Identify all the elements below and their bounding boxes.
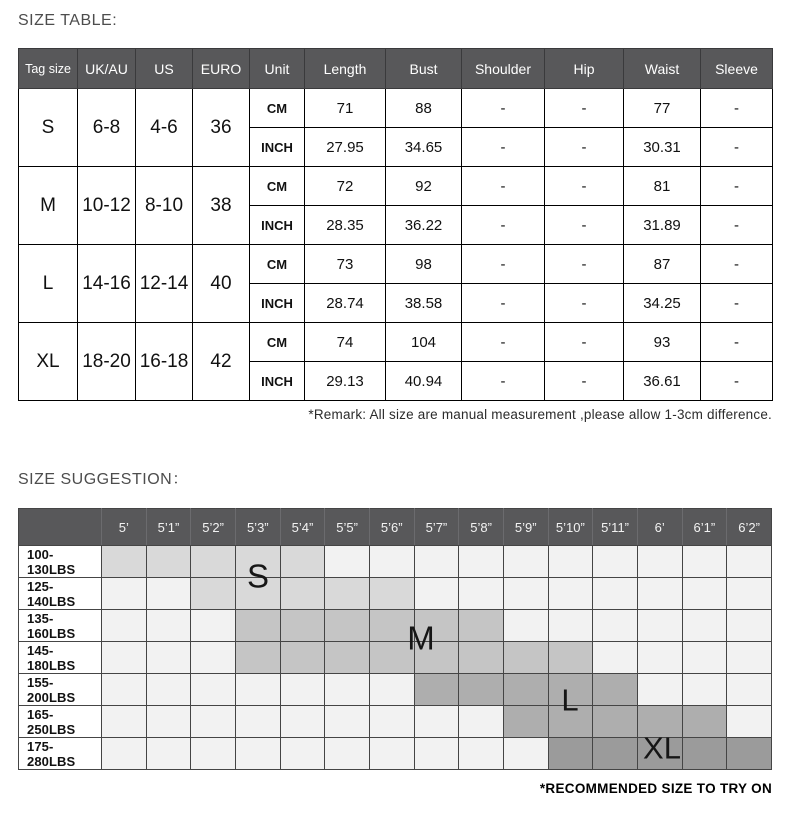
grid-cell	[235, 578, 280, 610]
length-cell: 72	[305, 167, 386, 206]
grid-cell	[548, 674, 593, 706]
weight-label: 145-180LBS	[19, 642, 102, 674]
size-suggestion-footnote: *RECOMMENDED SIZE TO TRY ON	[539, 781, 772, 796]
grid-cell	[682, 546, 727, 578]
bust-cell: 88	[386, 89, 462, 128]
grid-cell	[369, 546, 414, 578]
grid-cell	[637, 610, 682, 642]
grid-cell	[593, 706, 638, 738]
size-group-l	[19, 245, 773, 323]
grid-cell	[102, 706, 147, 738]
grid-cell	[503, 738, 548, 770]
grid-cell	[191, 546, 236, 578]
grid-cell	[102, 642, 147, 674]
grid-cell	[414, 610, 459, 642]
grid-cell	[727, 578, 772, 610]
weight-row	[19, 674, 772, 706]
shoulder-cell: -	[462, 362, 545, 401]
height-header: 5’3”	[235, 509, 280, 546]
grid-cell	[548, 738, 593, 770]
grid-cell	[414, 546, 459, 578]
grid-cell	[191, 706, 236, 738]
weight-row	[19, 578, 772, 610]
size-table	[18, 48, 773, 401]
grid-cell	[503, 674, 548, 706]
shoulder-cell: -	[462, 128, 545, 167]
grid-cell	[102, 674, 147, 706]
grid-cell	[414, 706, 459, 738]
hip-cell: -	[545, 128, 624, 167]
grid-cell	[414, 674, 459, 706]
grid-cell	[548, 610, 593, 642]
grid-cell	[637, 642, 682, 674]
grid-cell	[459, 674, 504, 706]
grid-cell	[325, 610, 370, 642]
weight-row	[19, 610, 772, 642]
height-header: 5’1”	[146, 509, 191, 546]
grid-cell	[280, 610, 325, 642]
us-cell: 12-14	[136, 245, 193, 323]
grid-cell	[146, 706, 191, 738]
weight-row	[19, 738, 772, 770]
waist-cell: 36.61	[624, 362, 701, 401]
euro-cell: 38	[193, 167, 250, 245]
grid-cell	[637, 674, 682, 706]
grid-cell	[593, 578, 638, 610]
grid-cell	[637, 738, 682, 770]
grid-cell	[325, 642, 370, 674]
sleeve-cell: -	[701, 362, 773, 401]
waist-cell: 34.25	[624, 284, 701, 323]
euro-cell: 36	[193, 89, 250, 167]
grid-cell	[459, 642, 504, 674]
grid-cell	[593, 642, 638, 674]
grid-cell	[727, 610, 772, 642]
grid-cell	[280, 738, 325, 770]
height-header: 5’7”	[414, 509, 459, 546]
grid-cell	[593, 738, 638, 770]
column-header-ukau: UK/AU	[78, 49, 136, 89]
grid-cell	[548, 578, 593, 610]
grid-cell	[280, 642, 325, 674]
grid-cell	[235, 738, 280, 770]
grid-cell	[369, 610, 414, 642]
us-cell: 4-6	[136, 89, 193, 167]
length-cell: 73	[305, 245, 386, 284]
size-suggestion-title: SIZE SUGGESTION：	[18, 471, 189, 488]
grid-cell	[459, 706, 504, 738]
corner-cell	[19, 509, 102, 546]
column-header-euro: EURO	[193, 49, 250, 89]
shoulder-cell: -	[462, 206, 545, 245]
grid-cell	[727, 706, 772, 738]
height-header: 6’2”	[727, 509, 772, 546]
unit-cell: CM	[250, 89, 305, 128]
shoulder-cell: -	[462, 167, 545, 206]
sleeve-cell: -	[701, 167, 773, 206]
column-header-shoulder: Shoulder	[462, 49, 545, 89]
grid-cell	[682, 610, 727, 642]
waist-cell: 31.89	[624, 206, 701, 245]
table-row	[19, 167, 773, 206]
unit-cell: INCH	[250, 128, 305, 167]
grid-cell	[146, 674, 191, 706]
size-band-label-s: S	[246, 557, 270, 595]
euro-cell: 40	[193, 245, 250, 323]
waist-cell: 81	[624, 167, 701, 206]
grid-cell	[369, 706, 414, 738]
weight-label: 175-280LBS	[19, 738, 102, 770]
grid-cell	[235, 674, 280, 706]
grid-cell	[637, 706, 682, 738]
ukau-cell: 14-16	[78, 245, 136, 323]
size-band-label-xl: XL	[643, 730, 681, 766]
grid-cell	[682, 578, 727, 610]
grid-cell	[102, 610, 147, 642]
unit-cell: INCH	[250, 284, 305, 323]
length-cell: 28.74	[305, 284, 386, 323]
shoulder-cell: -	[462, 245, 545, 284]
hip-cell: -	[545, 323, 624, 362]
unit-cell: INCH	[250, 362, 305, 401]
ukau-cell: 6-8	[78, 89, 136, 167]
grid-cell	[191, 610, 236, 642]
grid-cell	[146, 546, 191, 578]
grid-cell	[503, 642, 548, 674]
waist-cell: 87	[624, 245, 701, 284]
grid-cell	[682, 706, 727, 738]
sleeve-cell: -	[701, 89, 773, 128]
length-cell: 28.35	[305, 206, 386, 245]
size-group-xl	[19, 323, 773, 401]
shoulder-cell: -	[462, 284, 545, 323]
size-band-label-l: L	[561, 682, 579, 718]
grid-cell	[459, 738, 504, 770]
weight-label: 155-200LBS	[19, 674, 102, 706]
grid-cell	[102, 546, 147, 578]
us-cell: 8-10	[136, 167, 193, 245]
ukau-cell: 18-20	[78, 323, 136, 401]
grid-cell	[414, 642, 459, 674]
grid-cell	[369, 642, 414, 674]
tag-size-cell: XL	[19, 323, 78, 401]
sleeve-cell: -	[701, 128, 773, 167]
us-cell: 16-18	[136, 323, 193, 401]
length-cell: 71	[305, 89, 386, 128]
shoulder-cell: -	[462, 323, 545, 362]
table-row	[19, 323, 773, 362]
shoulder-cell: -	[462, 89, 545, 128]
size-table-title: SIZE TABLE:	[18, 12, 118, 29]
waist-cell: 77	[624, 89, 701, 128]
grid-cell	[280, 706, 325, 738]
grid-cell	[235, 610, 280, 642]
weight-label: 135-160LBS	[19, 610, 102, 642]
bust-cell: 104	[386, 323, 462, 362]
size-group-m	[19, 167, 773, 245]
grid-cell	[548, 546, 593, 578]
grid-cell	[727, 642, 772, 674]
grid-cell	[325, 546, 370, 578]
height-header-row	[19, 509, 772, 546]
height-header: 5’6”	[369, 509, 414, 546]
height-header: 5’11”	[593, 509, 638, 546]
grid-cell	[280, 674, 325, 706]
height-header: 5’4”	[280, 509, 325, 546]
unit-cell: CM	[250, 167, 305, 206]
bust-cell: 92	[386, 167, 462, 206]
length-cell: 29.13	[305, 362, 386, 401]
grid-cell	[459, 610, 504, 642]
sleeve-cell: -	[701, 284, 773, 323]
hip-cell: -	[545, 362, 624, 401]
grid-cell	[459, 578, 504, 610]
size-suggestion-table	[18, 508, 772, 770]
grid-cell	[325, 738, 370, 770]
unit-cell: CM	[250, 245, 305, 284]
grid-cell	[102, 738, 147, 770]
size-table-remark: *Remark: All size are manual measurement ,please allow 1-3cm difference.	[308, 407, 772, 422]
bust-cell: 36.22	[386, 206, 462, 245]
grid-cell	[369, 674, 414, 706]
tag-size-cell: M	[19, 167, 78, 245]
hip-cell: -	[545, 89, 624, 128]
grid-cell	[191, 738, 236, 770]
grid-cell	[146, 738, 191, 770]
sleeve-cell: -	[701, 323, 773, 362]
grid-cell	[593, 610, 638, 642]
weight-row	[19, 706, 772, 738]
grid-cell	[414, 738, 459, 770]
length-cell: 74	[305, 323, 386, 362]
grid-cell	[146, 610, 191, 642]
grid-cell	[235, 642, 280, 674]
grid-cell	[191, 578, 236, 610]
grid-cell	[727, 546, 772, 578]
grid-cell	[503, 610, 548, 642]
grid-cell	[235, 546, 280, 578]
table-row	[19, 245, 773, 284]
grid-cell	[280, 578, 325, 610]
grid-cell	[727, 738, 772, 770]
weight-row	[19, 546, 772, 578]
grid-cell	[637, 578, 682, 610]
grid-cell	[727, 674, 772, 706]
sleeve-cell: -	[701, 245, 773, 284]
weight-label: 125-140LBS	[19, 578, 102, 610]
column-header-length: Length	[305, 49, 386, 89]
grid-cell	[280, 546, 325, 578]
length-cell: 27.95	[305, 128, 386, 167]
unit-cell: INCH	[250, 206, 305, 245]
grid-cell	[459, 546, 504, 578]
hip-cell: -	[545, 167, 624, 206]
grid-cell	[325, 674, 370, 706]
tag-size-cell: S	[19, 89, 78, 167]
height-header: 5’10”	[548, 509, 593, 546]
grid-cell	[682, 674, 727, 706]
size-band-label-m: M	[407, 619, 435, 657]
grid-cell	[369, 578, 414, 610]
tag-size-cell: L	[19, 245, 78, 323]
bust-cell: 34.65	[386, 128, 462, 167]
grid-cell	[593, 546, 638, 578]
sleeve-cell: -	[701, 206, 773, 245]
column-header-hip: Hip	[545, 49, 624, 89]
column-header-unit: Unit	[250, 49, 305, 89]
weight-row	[19, 642, 772, 674]
grid-cell	[414, 578, 459, 610]
grid-cell	[369, 738, 414, 770]
height-header: 5’	[102, 509, 147, 546]
grid-cell	[146, 642, 191, 674]
height-header: 5’5”	[325, 509, 370, 546]
grid-cell	[637, 546, 682, 578]
grid-cell	[235, 706, 280, 738]
grid-cell	[682, 642, 727, 674]
weight-label: 165-250LBS	[19, 706, 102, 738]
grid-cell	[503, 706, 548, 738]
bust-cell: 40.94	[386, 362, 462, 401]
waist-cell: 30.31	[624, 128, 701, 167]
height-header: 5’9”	[503, 509, 548, 546]
hip-cell: -	[545, 284, 624, 323]
grid-cell	[503, 546, 548, 578]
column-header-sleeve: Sleeve	[701, 49, 773, 89]
weight-label: 100-130LBS	[19, 546, 102, 578]
grid-cell	[503, 578, 548, 610]
size-table-header-row	[19, 49, 773, 89]
ukau-cell: 10-12	[78, 167, 136, 245]
waist-cell: 93	[624, 323, 701, 362]
bust-cell: 98	[386, 245, 462, 284]
grid-cell	[548, 706, 593, 738]
height-header: 5’2”	[191, 509, 236, 546]
grid-cell	[146, 578, 191, 610]
table-row	[19, 89, 773, 128]
grid-cell	[325, 706, 370, 738]
column-header-waist: Waist	[624, 49, 701, 89]
grid-cell	[548, 642, 593, 674]
hip-cell: -	[545, 206, 624, 245]
bust-cell: 38.58	[386, 284, 462, 323]
grid-cell	[102, 578, 147, 610]
grid-cell	[682, 738, 727, 770]
hip-cell: -	[545, 245, 624, 284]
size-suggestion-grid	[18, 508, 772, 770]
height-header: 6’	[637, 509, 682, 546]
euro-cell: 42	[193, 323, 250, 401]
grid-cell	[593, 674, 638, 706]
unit-cell: CM	[250, 323, 305, 362]
grid-cell	[191, 642, 236, 674]
height-header: 5’8”	[459, 509, 504, 546]
column-header-tag-size: Tag size	[19, 49, 78, 89]
grid-cell	[191, 674, 236, 706]
column-header-bust: Bust	[386, 49, 462, 89]
grid-cell	[325, 578, 370, 610]
height-header: 6’1”	[682, 509, 727, 546]
size-group-s	[19, 89, 773, 167]
column-header-us: US	[136, 49, 193, 89]
